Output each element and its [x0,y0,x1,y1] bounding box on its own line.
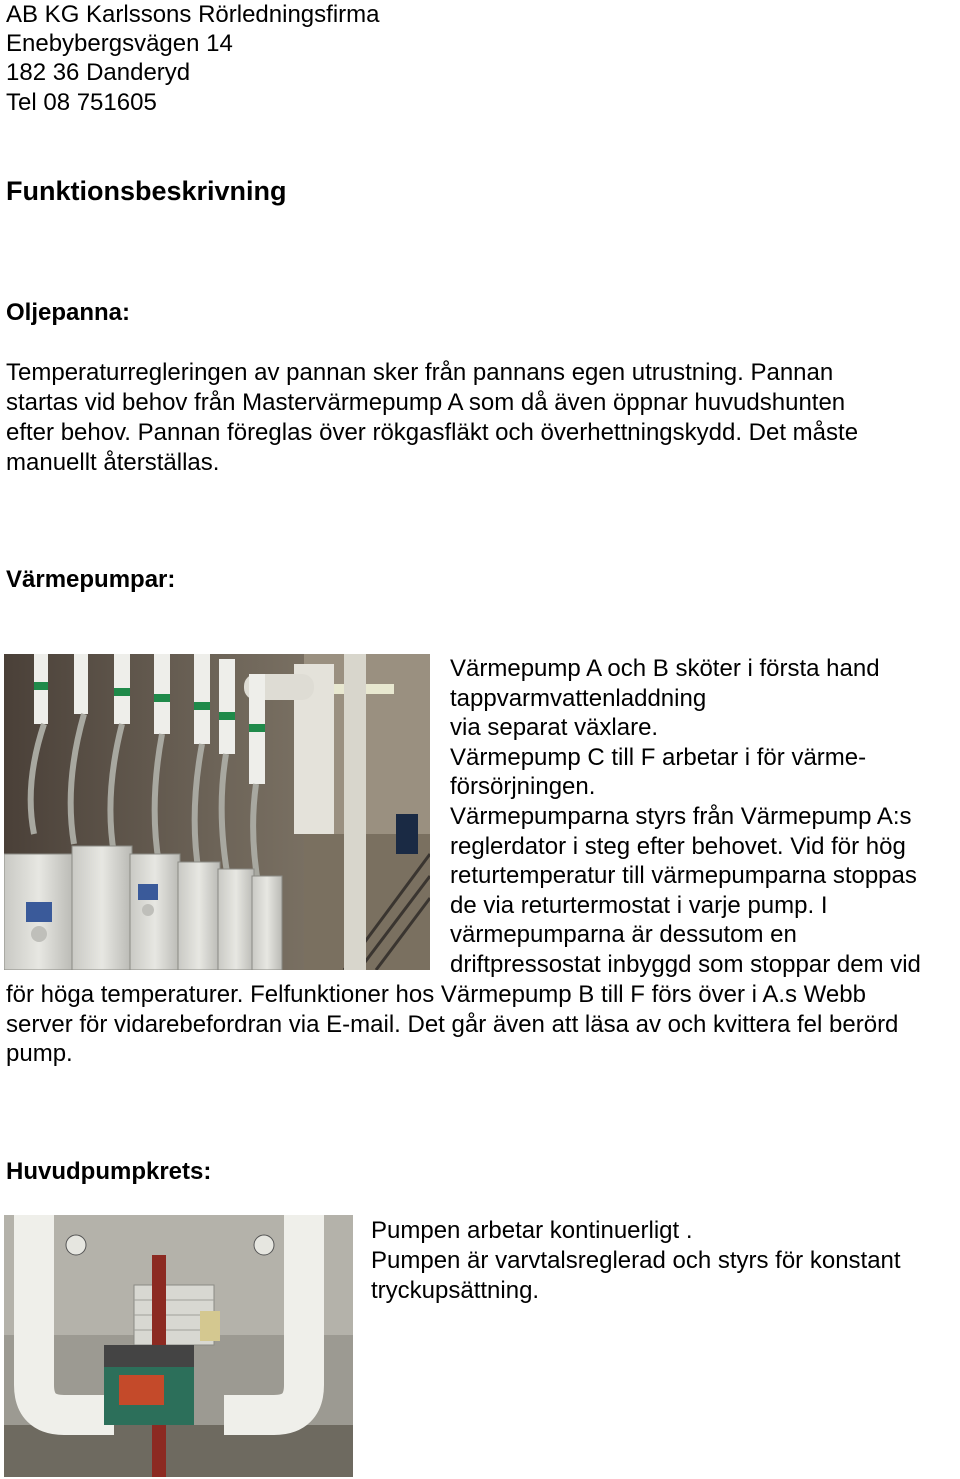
varmepumpar-side-line: försörjningen. [450,773,596,800]
varmepumpar-line: server för vidarebefordran via E-mail. Det går även att läsa av och kvittera fel berörd [6,1011,899,1038]
oljepanna-line: manuellt återställas. [6,449,220,476]
huvudpumpkrets-line: tryckupsättning. [371,1277,540,1304]
main-pump-photo [4,1215,353,1477]
section-heading-varmepumpar: Värmepumpar: [6,566,176,593]
varmepumpar-side-line: driftpressostat inbyggd som stoppar dem vid [450,951,921,978]
oljepanna-line: efter behov. Pannan föreglas över rökgasfläkt och överhettningskydd. Det måste [6,419,859,446]
oljepanna-line: Temperaturregleringen av pannan sker från pannans egen utrustning. Pannan [6,359,834,386]
huvudpumpkrets-line: Pumpen arbetar kontinuerligt . [371,1217,693,1244]
company-phone: Tel 08 751605 [6,89,157,116]
document-title: Funktionsbeskrivning [6,176,287,206]
varmepumpar-side-line: Värmepump A och B sköter i första hand [450,655,880,682]
oljepanna-line: startas vid behov från Mastervärmepump A som då även öppnar huvudshunten [6,389,846,416]
company-street: Enebybergsvägen 14 [6,30,233,57]
huvudpumpkrets-line: Pumpen är varvtalsreglerad och styrs för konstant [371,1247,901,1274]
varmepumpar-side-line: de via returtermostat i varje pump. I [450,892,828,919]
heat-pumps-photo [4,654,430,970]
varmepumpar-side-line: returtemperatur till värmepumparna stoppas [450,862,917,889]
varmepumpar-side-line: via separat växlare. [450,714,659,741]
varmepumpar-side-line: tappvarmvattenladdning [450,685,707,712]
section-heading-huvudpumpkrets: Huvudpumpkrets: [6,1158,212,1185]
company-postal: 182 36 Danderyd [6,59,191,86]
varmepumpar-side-line: Värmepumparna styrs från Värmepump A:s [450,803,912,830]
varmepumpar-side-line: Värmepump C till F arbetar i för värme- [450,744,867,771]
company-name: AB KG Karlssons Rörledningsfirma [6,1,380,28]
varmepumpar-side-line: värmepumparna är dessutom en [450,921,797,948]
varmepumpar-line: pump. [6,1040,73,1067]
varmepumpar-line: för höga temperaturer. Felfunktioner hos Värmepump B till F förs över i A.s Webb [6,981,866,1008]
varmepumpar-side-line: reglerdator i steg efter behovet. Vid för hög [450,833,906,860]
section-heading-oljepanna: Oljepanna: [6,299,131,326]
